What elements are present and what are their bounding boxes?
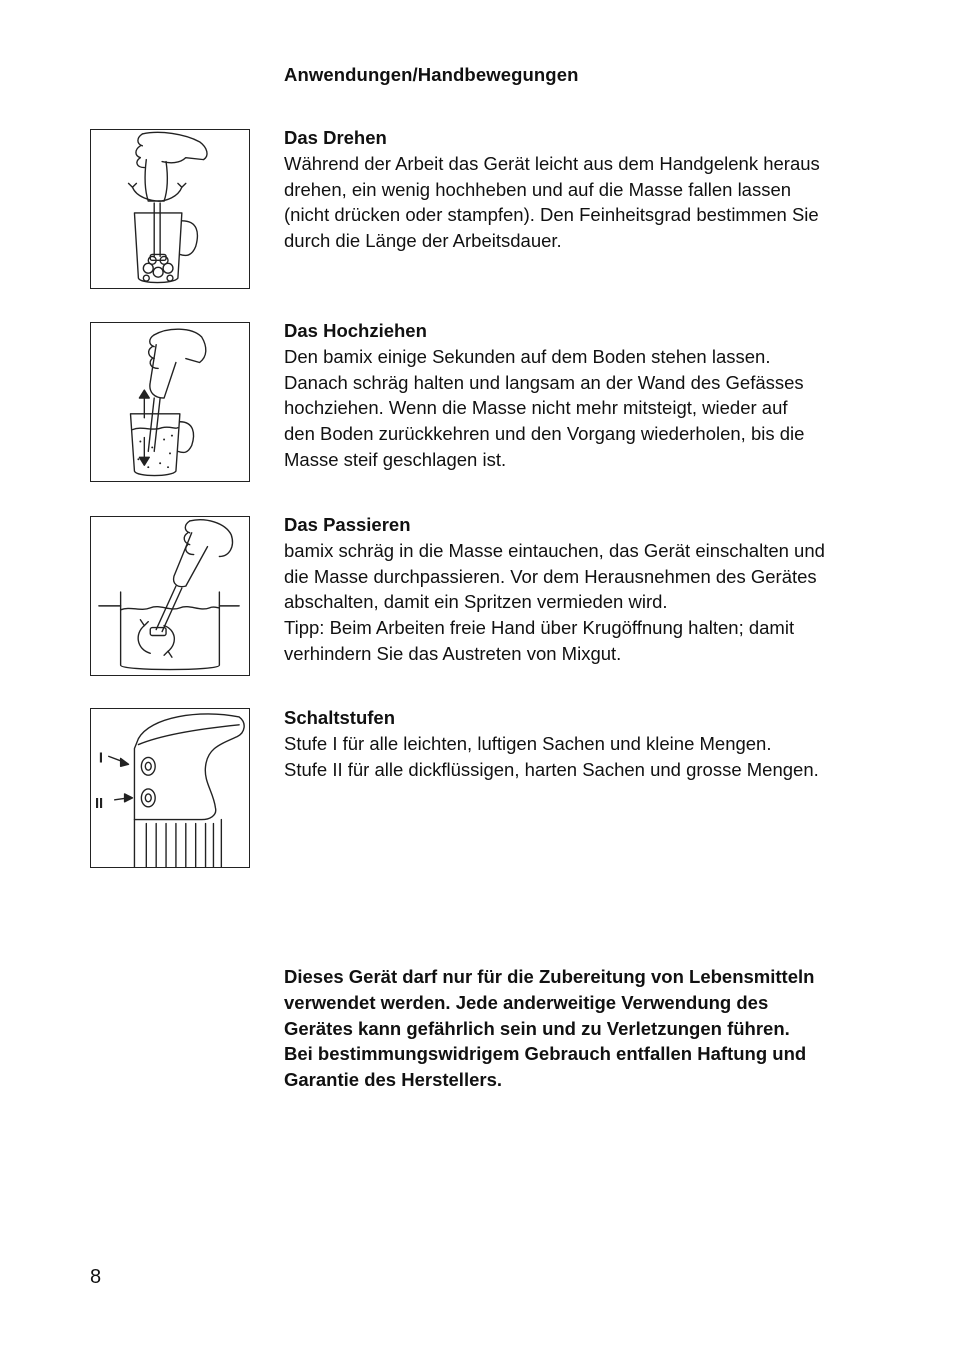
section-line: drehen, ein wenig hochheben und auf die Masse fallen lassen — [284, 178, 792, 200]
blender-lift-illustration — [90, 322, 250, 482]
section-line: bamix schräg in die Masse eintauchen, das Gerät einschalten und — [284, 539, 825, 561]
section-line: Stufe II für alle dickflüssigen, harten Sachen und grosse Mengen. — [284, 758, 819, 780]
warning-line: Bei bestimmungswidrigem Gebrauch entfallen Haftung und — [284, 1043, 807, 1065]
warning-line: Gerätes kann gefährlich sein und zu Verletzungen führen. — [284, 1017, 790, 1039]
section-title: Das Passieren — [284, 514, 411, 535]
section-text-drehen — [284, 125, 874, 254]
section-line: verhindern Sie das Austreten von Mixgut. — [284, 642, 622, 664]
warning-line: Garantie des Herstellers. — [284, 1069, 502, 1091]
warning-notice — [284, 964, 884, 1093]
section-line: Stufe I für alle leichten, luftigen Sachen und kleine Mengen. — [284, 732, 772, 754]
section-line: durch die Länge der Arbeitsdauer. — [284, 230, 562, 252]
section-line: (nicht drücken oder stampfen). Den Feinheitsgrad bestimmen Sie — [284, 204, 819, 226]
section-line: die Masse durchpassieren. Vor dem Herausnehmen des Gerätes — [284, 565, 817, 587]
blender-rotate-icon — [91, 130, 249, 288]
blender-switch-icon — [91, 709, 249, 867]
warning-line: Dieses Gerät darf nur für die Zubereitung von Lebensmitteln — [284, 966, 815, 987]
switch-level-label-i: I — [98, 750, 104, 767]
blender-pot-illustration — [90, 516, 250, 676]
page-number: 8 — [90, 1266, 102, 1288]
section-line: Danach schräg halten und langsam an der Wand des Gefässes — [284, 371, 804, 393]
section-title: Das Drehen — [284, 127, 387, 148]
page-heading: Anwendungen/Handbewegungen — [284, 64, 579, 85]
section-line: hochziehen. Wenn die Masse nicht mehr mitsteigt, wieder auf — [284, 397, 788, 419]
section-line: Den bamix einige Sekunden auf dem Boden stehen lassen. — [284, 345, 771, 367]
switch-level-label-ii: II — [94, 795, 104, 812]
section-text-hochziehen — [284, 318, 874, 473]
section-title: Schaltstufen — [284, 707, 396, 728]
section-line: abschalten, damit ein Spritzen vermieden wird. — [284, 591, 668, 613]
section-line: Masse steif geschlagen ist. — [284, 448, 507, 470]
blender-lift-icon — [91, 323, 249, 481]
section-line: Tipp: Beim Arbeiten freie Hand über Krugöffnung halten; damit — [284, 617, 795, 639]
section-title: Das Hochziehen — [284, 320, 427, 341]
warning-line: verwendet werden. Jede anderweitige Verwendung des — [284, 991, 769, 1013]
section-line: Während der Arbeit das Gerät leicht aus dem Handgelenk heraus — [284, 152, 820, 174]
blender-switch-illustration — [90, 708, 250, 868]
blender-rotate-illustration — [90, 129, 250, 289]
section-text-passieren — [284, 512, 874, 667]
section-text-schaltstufen — [284, 705, 874, 782]
section-line: den Boden zurückkehren und den Vorgang wiederholen, bis die — [284, 423, 805, 445]
blender-pot-icon — [91, 517, 249, 675]
